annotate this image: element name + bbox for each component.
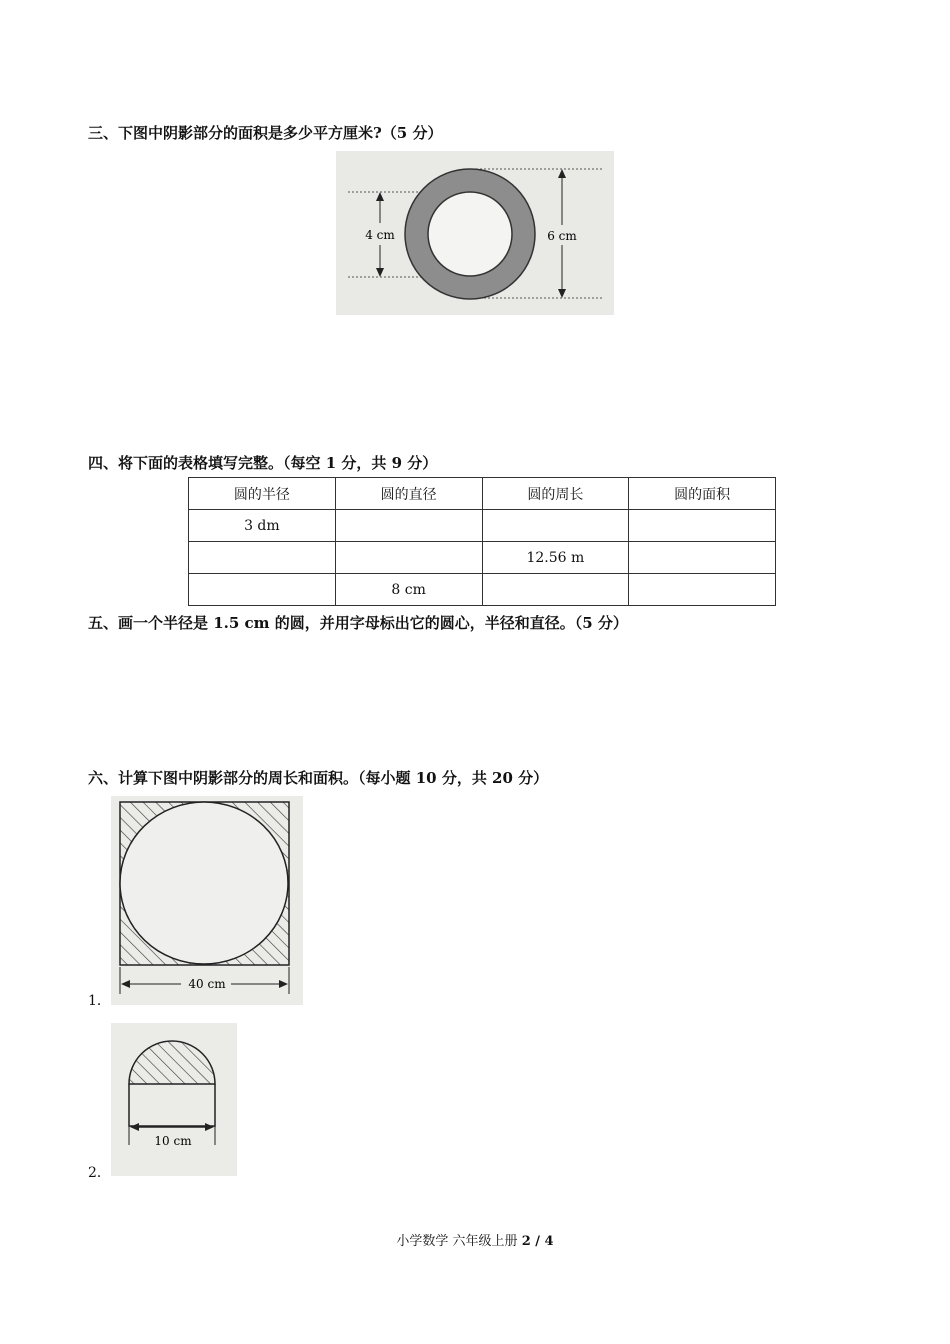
table-cell: 12.56 m: [482, 542, 629, 574]
circle-table: [188, 477, 776, 606]
table-cell: [482, 574, 629, 606]
table-cell: [629, 542, 776, 574]
square-side-label: 40 cm: [188, 977, 226, 991]
q6-title: 六、计算下图中阴影部分的周长和面积。（每小题 10 分，共 20 分）: [88, 769, 549, 787]
table-cell: [189, 574, 336, 606]
inner-diameter-label: 4 cm: [365, 228, 395, 242]
table-cell: 3 dm: [189, 510, 336, 542]
header-diameter: 圆的直径: [335, 478, 482, 510]
square-circle-figure: [111, 796, 303, 1005]
header-area: 圆的面积: [629, 478, 776, 510]
table-cell: [629, 510, 776, 542]
table-cell: [629, 574, 776, 606]
item2-number: 2．: [88, 1165, 111, 1181]
table-header-row: [189, 478, 776, 510]
table-cell: [335, 542, 482, 574]
q5-title: 五、画一个半径是 1.5 cm 的圆，并用字母标出它的圆心，半径和直径。（5 分）: [88, 614, 628, 632]
header-radius: 圆的半径: [189, 478, 336, 510]
table-row: [189, 542, 776, 574]
footer-text: 小学数学 六年级上册: [396, 1234, 522, 1249]
page-footer: [0, 1230, 950, 1249]
page-number: 2 / 4: [521, 1234, 554, 1249]
table-cell: [335, 510, 482, 542]
table-cell: [189, 542, 336, 574]
q3-title: 三、下图中阴影部分的面积是多少平方厘米?（5 分）: [88, 124, 443, 142]
semicircle-rect-figure: [111, 1023, 237, 1176]
outer-diameter-label: 6 cm: [547, 229, 577, 243]
table-cell: 8 cm: [335, 574, 482, 606]
rect-width-label: 10 cm: [154, 1134, 192, 1148]
q4-title: 四、将下面的表格填写完整。（每空 1 分，共 9 分）: [88, 454, 438, 472]
item1-number: 1．: [88, 993, 111, 1009]
table-row: [189, 574, 776, 606]
table-cell: [482, 510, 629, 542]
ring-figure: [336, 151, 614, 315]
table-row: [189, 510, 776, 542]
header-circumference: 圆的周长: [482, 478, 629, 510]
